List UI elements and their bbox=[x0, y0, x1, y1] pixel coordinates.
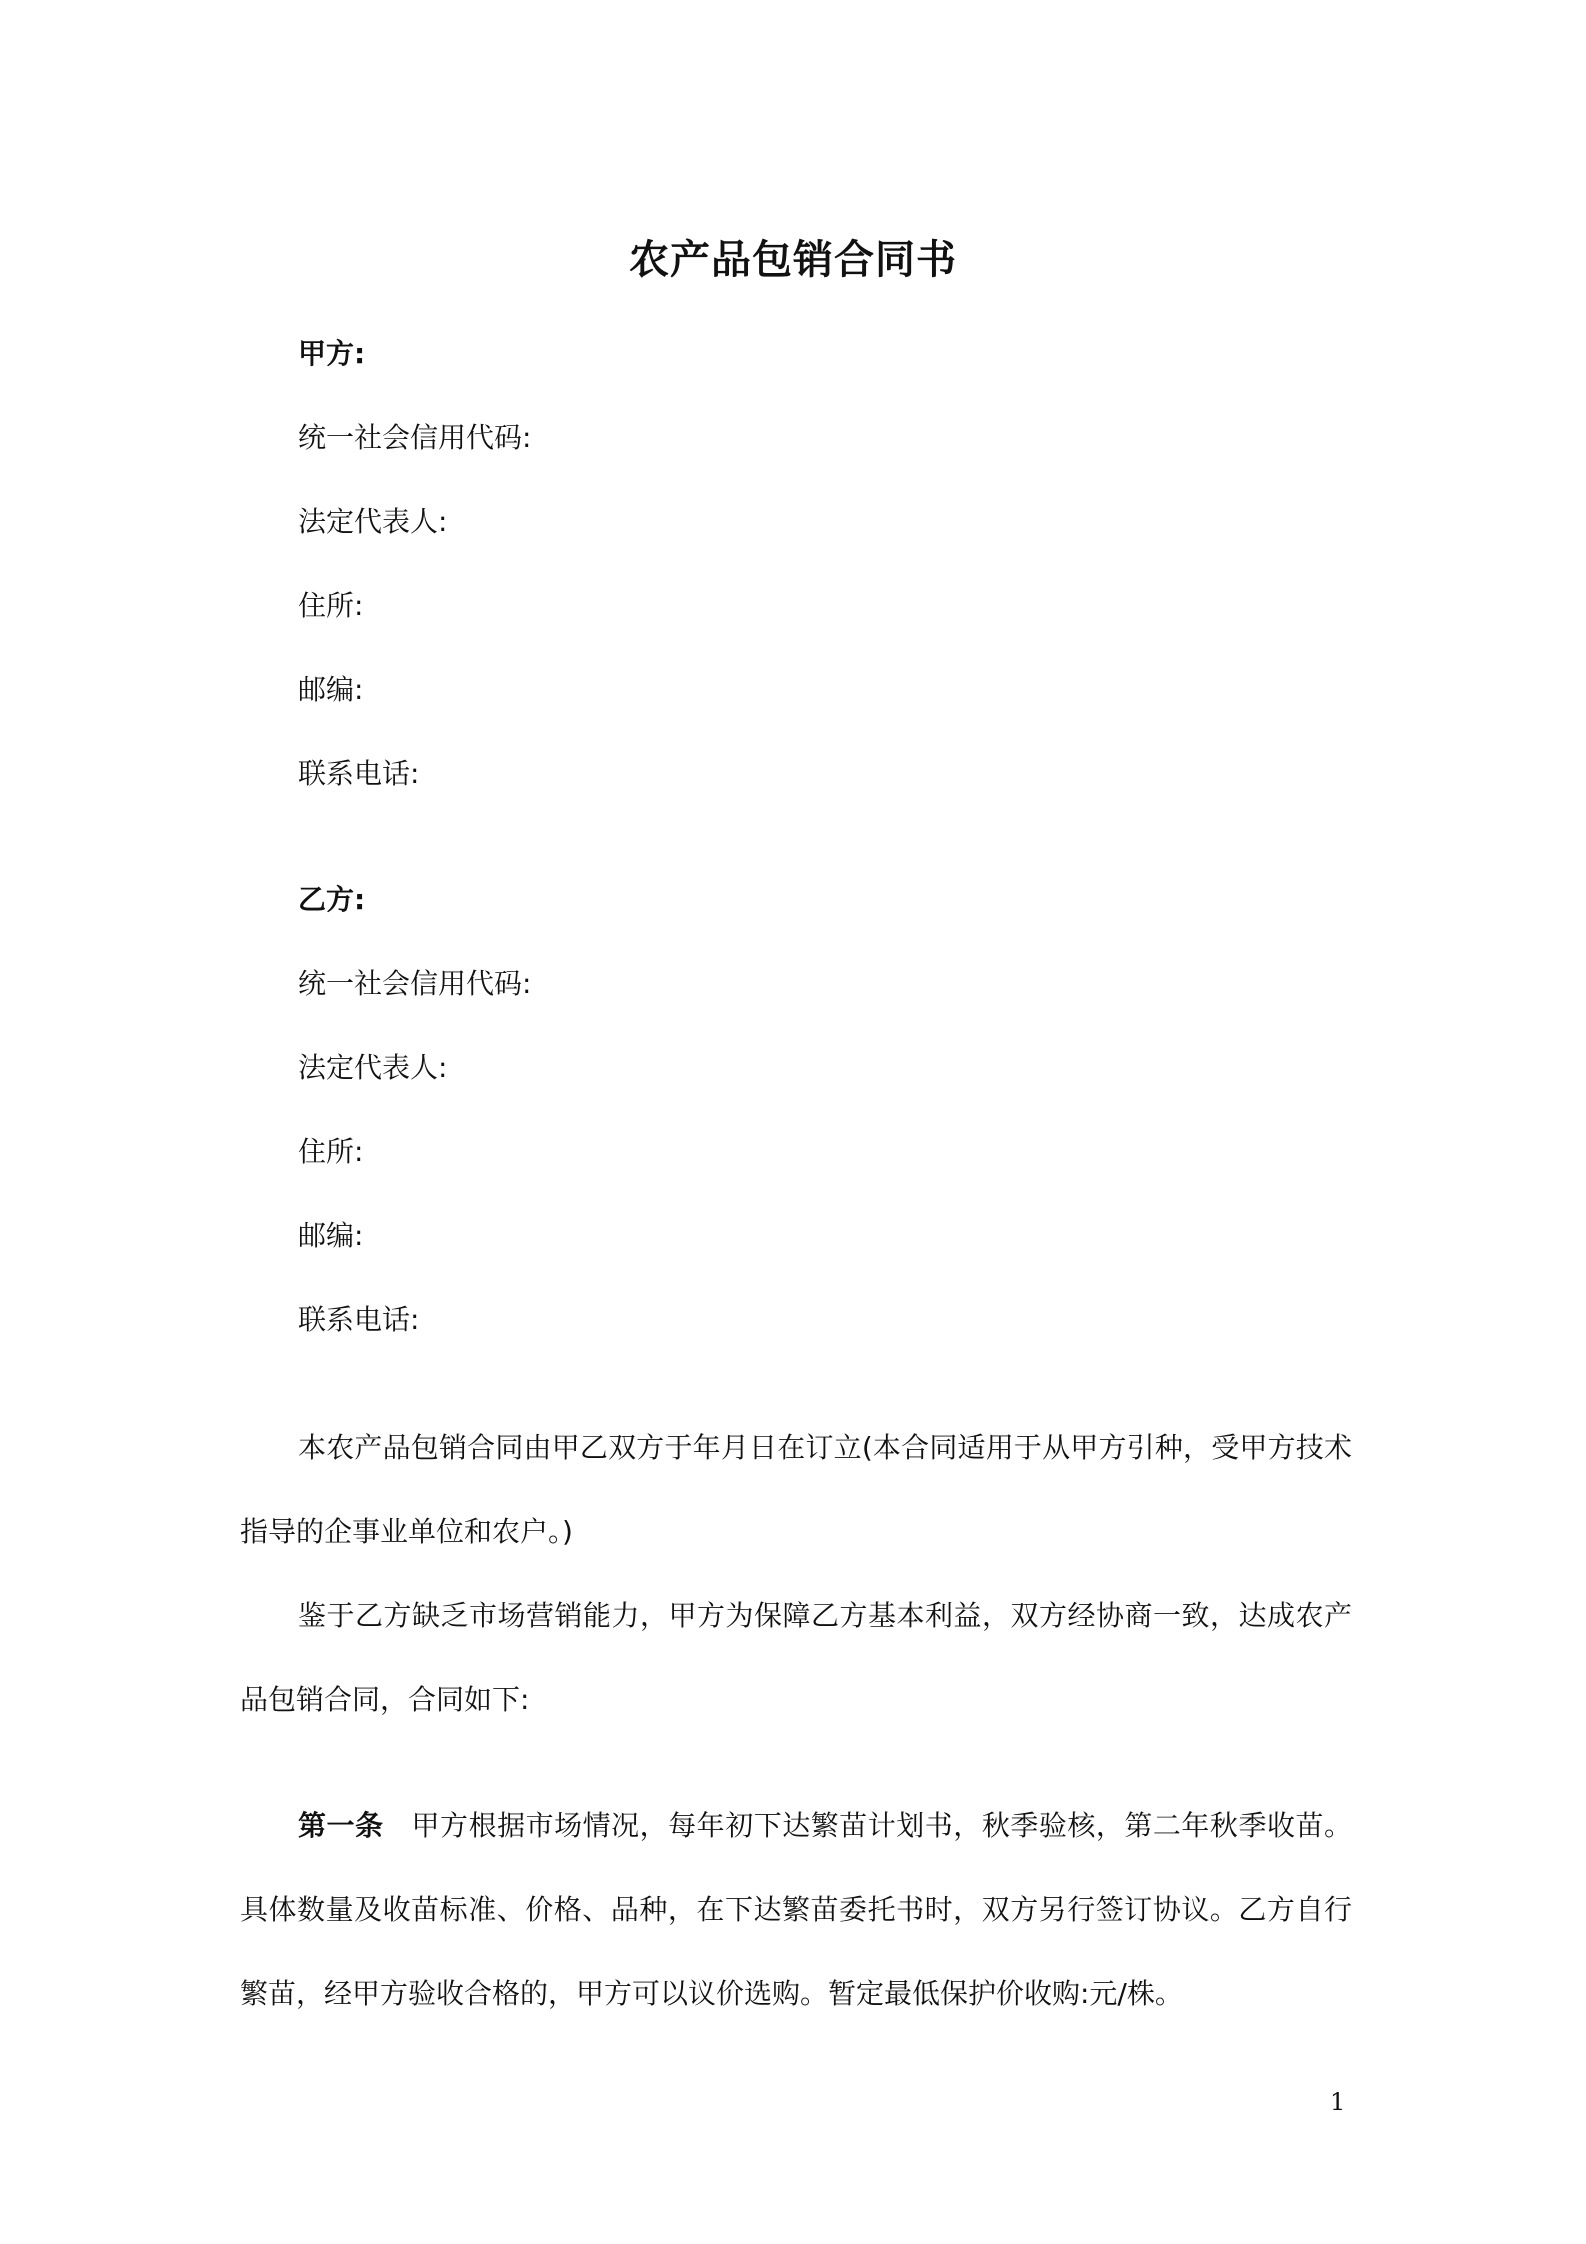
page-number: 1 bbox=[1330, 2088, 1346, 2116]
party-a-phone: 联系电话: bbox=[298, 757, 420, 790]
party-b-legal-rep: 法定代表人: bbox=[298, 1051, 448, 1084]
party-b-phone: 联系电话: bbox=[298, 1303, 420, 1336]
party-b-credit-code: 统一社会信用代码: bbox=[298, 967, 532, 1000]
article-1-paragraph bbox=[240, 1784, 1352, 2036]
article-1-label: 第一条 bbox=[298, 1809, 384, 1842]
party-a-credit-code: 统一社会信用代码: bbox=[298, 421, 532, 454]
article-1-text: 甲方根据市场情况，每年初下达繁苗计划书，秋季验核，第二年秋季收苗。具体数量及收苗标准、价格、品种，在下达繁苗委托书时，双方另行签订协议。乙方自行繁苗，经甲方验收合格的，甲方可以议价选购。暂定最低保护价收购:元/株。 bbox=[240, 1809, 1352, 2010]
party-a-legal-rep: 法定代表人: bbox=[298, 505, 448, 538]
party-b-address: 住所: bbox=[298, 1135, 364, 1168]
preamble-paragraph: 鉴于乙方缺乏市场营销能力，甲方为保障乙方基本利益，双方经协商一致，达成农产品包销合同，合同如下: bbox=[240, 1599, 1352, 1716]
intro-paragraph: 本农产品包销合同由甲乙双方于年月日在订立(本合同适用于从甲方引种，受甲方技术指导的企事业单位和农户。) bbox=[240, 1431, 1352, 1548]
party-a-heading: 甲方: bbox=[298, 337, 366, 370]
party-b-postcode: 邮编: bbox=[298, 1219, 364, 1252]
party-a-address: 住所: bbox=[298, 589, 364, 622]
party-b-heading: 乙方: bbox=[298, 883, 366, 916]
party-a-postcode: 邮编: bbox=[298, 673, 364, 706]
document-title: 农产品包销合同书 bbox=[629, 237, 957, 283]
